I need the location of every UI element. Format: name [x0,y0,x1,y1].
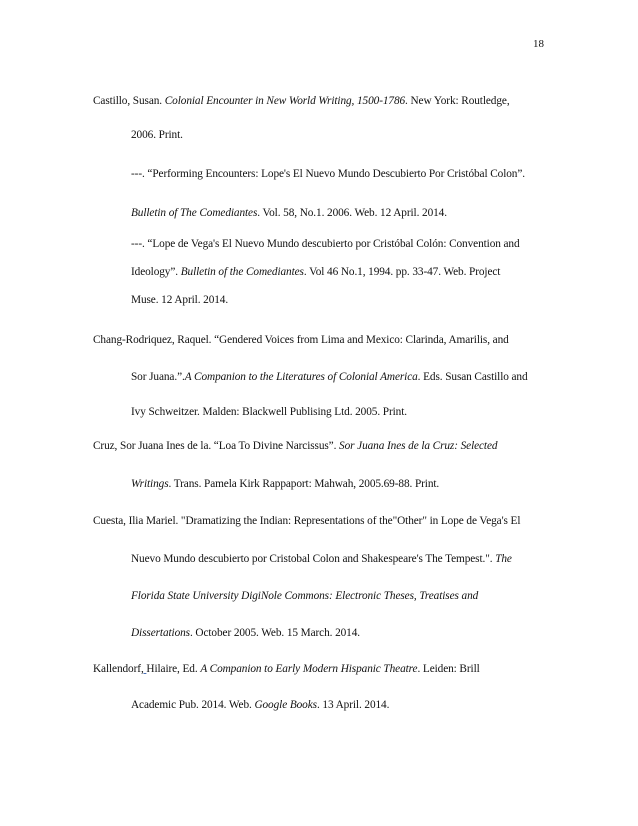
book-title: Sor Juana Ines de la Cruz: Selected [339,440,498,452]
book-title: Florida State University DigiNole Commons: Electronic Theses, Treatises and [131,590,479,602]
text: Kallendorf [93,663,141,675]
bib-entry-castillo-2-line-1: ---. “Performing Encounters: Lope's El Nuevo Mundo Descubierto Por Cristóbal Colon”. [131,168,525,180]
bib-entry-castillo-3-line-1: ---. “Lope de Vega's El Nuevo Mundo descubierto por Cristóbal Colón: Convention and [131,238,520,250]
text: Castillo, Susan. [93,95,165,107]
page-number: 18 [533,38,544,50]
text: Sor Juana.”. [131,371,185,383]
text: . Vol 46 No.1, 1994. pp. 33-47. Web. Project [303,266,501,278]
book-title: Writings [131,478,169,490]
book-title: The [495,553,512,565]
bib-entry-castillo-line-1 [93,95,510,107]
book-title: A Companion to the Literatures of Colonial America [184,371,418,383]
text: . Leiden: Brill [417,663,480,675]
bib-entry-chang-line-3: Ivy Schweitzer. Malden: Blackwell Publising Ltd. 2005. Print. [131,406,407,418]
bib-entry-castillo-3-line-3: Muse. 12 April. 2014. [131,294,229,306]
bib-entry-cuesta-line-2 [131,553,512,565]
bib-entry-castillo-3-line-2 [131,266,500,278]
text: . 13 April. 2014. [316,699,390,711]
bib-entry-castillo-line-2: 2006. Print. [131,129,183,141]
book-title: Colonial Encounter in New World Writing, 1500-1786 [164,95,406,107]
bib-entry-castillo-2-line-2 [131,207,447,219]
text: . October 2005. Web. 15 March. 2014. [189,627,361,639]
text: Nuevo Mundo descubierto por Cristobal Colon and Shakespeare's The Tempest.". [131,553,496,565]
text: . Vol. 58, No.1. 2006. Web. 12 April. 2014. [257,207,447,219]
journal-title: Bulletin of the Comediantes [180,266,304,278]
text: . New York: Routledge, [405,95,510,107]
text: Academic Pub. 2014. Web. [131,699,255,711]
edit-mark: , [140,663,147,675]
bib-entry-kallendorf-line-1 [93,663,480,675]
book-title: Google Books [254,699,317,711]
text: . Eds. Susan Castillo and [417,371,528,383]
text: . Trans. Pamela Kirk Rappaport: Mahwah, 2005.69-88. Print. [168,478,440,490]
text: Ideology”. [131,266,181,278]
bib-entry-cruz-line-2 [131,478,439,490]
bib-entry-cruz-line-1 [93,440,497,452]
bib-entry-kallendorf-line-2 [131,699,389,711]
bib-entry-cuesta-line-1: Cuesta, Ilia Mariel. "Dramatizing the Indian: Representations of the"Other" in Lope de Vega's El [93,515,521,527]
journal-title: Bulletin of The Comediantes [131,207,258,219]
book-title: A Companion to Early Modern Hispanic Theatre [200,663,418,675]
bib-entry-cuesta-line-4 [131,627,360,639]
book-title: Dissertations [131,627,190,639]
bib-entry-cuesta-line-3 [131,590,478,602]
bib-entry-chang-line-1: Chang-Rodriquez, Raquel. “Gendered Voices from Lima and Mexico: Clarinda, Amarilis, and [93,334,509,346]
text: Cruz, Sor Juana Ines de la. “Loa To Divine Narcissus”. [93,440,340,452]
bib-entry-chang-line-2 [131,371,528,383]
text: Hilaire, Ed. [146,663,201,675]
